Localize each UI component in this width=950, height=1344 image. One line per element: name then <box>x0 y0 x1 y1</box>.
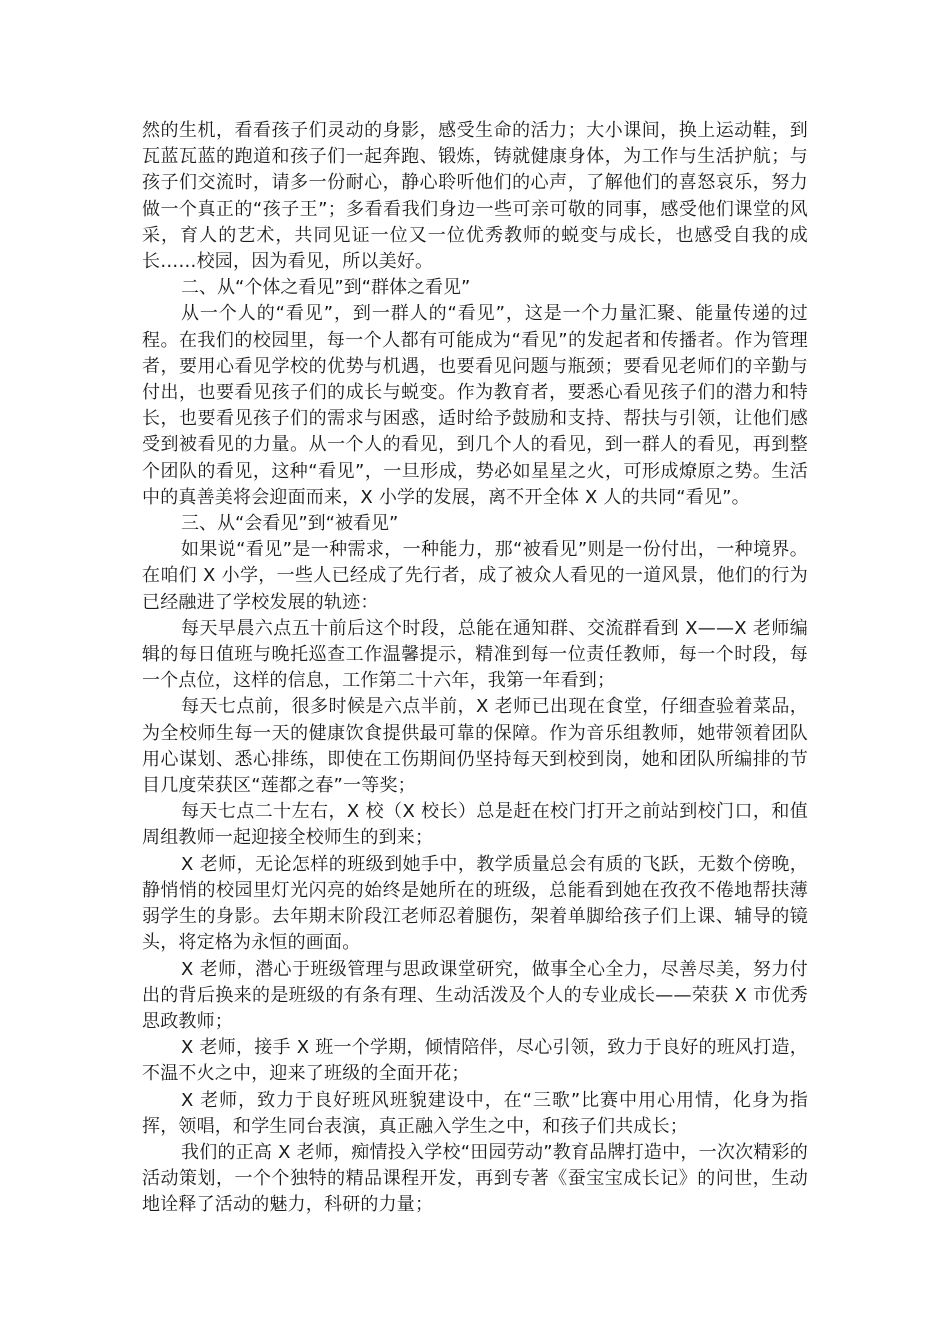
section-heading-two: 二、从“个体之看见”到“群体之看见” <box>181 277 471 299</box>
section-heading-three: 三、从“会看见”到“被看见” <box>181 513 399 535</box>
paragraph-collective-seeing: 从一个人的“看见”，到一群人的“看见”，这是一个力量汇聚、能量传递的过程。在我们的校园里，每一个人都有可能成为“看见”的发起者和传播者。作为管理者，要用心看见学校的优势与机遇，也要看见问题与瓶颈；要看见老师们的辛勤与付出，也要看见孩子们的成长与蜕变。作为教育者，要悉心看见孩子们的潜力和特长，也要看见孩子们的需求与困惑，适时给予鼓励和支持、帮扶与引领，让他们感受到被看见的力量。从一个人的看见，到几个人的看见，到一群人的看见，再到整个团队的看见，这种“看见”，一旦形成，势必如星星之火，可形成燎原之势。生活中的真善美将会迎面而来，X 小学的发展，离不开全体 X 人的共同“看见”。 <box>142 303 808 508</box>
paragraph-principal: 每天七点二十左右，X 校（X 校长）总是赶在校门打开之前站到校门口，和值周组教师一起迎接全校师生的到来； <box>142 801 808 849</box>
paragraph-teacher-quality: X 老师，无论怎样的班级到她手中，教学质量总会有质的飞跃，无数个傍晚，静悄悄的校园里灯光闪亮的始终是她所在的班级，总能看到她在孜孜不倦地帮扶薄弱学生的身影。去年期末阶段江老师忍着腿伤，架着单脚给孩子们上课、辅导的镜头，将定格为永恒的画面。 <box>142 853 808 954</box>
document-page <box>142 118 808 1219</box>
paragraph-being-seen: 如果说“看见”是一种需求，一种能力，那“被看见”则是一份付出，一种境界。在咱们 X 小学，一些人已经成了先行者，成了被众人看见的一道风景，他们的行为已经融进了学校发展的轨迹： <box>142 539 808 613</box>
paragraph-canteen: 每天七点前，很多时候是六点半前，X 老师已出现在食堂，仔细查验着菜品，为全校师生每一天的健康饮食提供最可靠的保障。作为音乐组教师，她带领着团队用心谋划、悉心排练，即使在工伤期间仍坚持每天到校到岗，她和团队所编排的节目几度荣获区“莲都之春”一等奖； <box>142 696 808 797</box>
paragraph-teacher-class: X 老师，接手 X 班一个学期，倾情陪伴，尽心引领，致力于良好的班风打造，不温不火之中，迎来了班级的全面开花； <box>142 1037 808 1085</box>
paragraph-teacher-choir: X 老师，致力于良好班风班貌建设中，在“三歌”比赛中用心用情，化身为指挥，领唱，和学生同台表演，真正融入学生之中，和孩子们共成长； <box>142 1089 808 1137</box>
paragraph-teacher-labor: 我们的正高 X 老师，痴情投入学校“田园劳动”教育品牌打造中，一次次精彩的活动策划，一个个独特的精品课程开发，再到专著《蚕宝宝成长记》的问世，生动地诠释了活动的魅力，科研的力量； <box>142 1141 808 1216</box>
paragraph-teacher-politics: X 老师，潜心于班级管理与思政课堂研究，做事全心全力，尽善尽美，努力付出的背后换来的是班级的有条有理、生动活泼及个人的专业成长——荣获 X 市优秀思政教师； <box>142 958 808 1032</box>
paragraph-intro-continued: 然的生机，看看孩子们灵动的身影，感受生命的活力；大小课间，换上运动鞋，到瓦蓝瓦蓝的跑道和孩子们一起奔跑、锻炼，铸就健康身体，为工作与生活护航；与孩子们交流时，请多一份耐心，静心聆听他们的心声，了解他们的喜怒哀乐，努力做一个真正的“孩子王”；多看看我们身边一些可亲可敬的同事，感受他们课堂的风采，育人的艺术，共同见证一位又一位优秀教师的蜕变与成长，也感受自我的成长……校园，因为看见，所以美好。 <box>142 120 808 273</box>
paragraph-morning-duty: 每天早晨六点五十前后这个时段，总能在通知群、交流群看到 X——X 老师编辑的每日值班与晚托巡查工作温馨提示，精准到每一位责任教师，每一个时段，每一个点位，这样的信息，工作第二十六年，我第一年看到； <box>142 617 808 692</box>
